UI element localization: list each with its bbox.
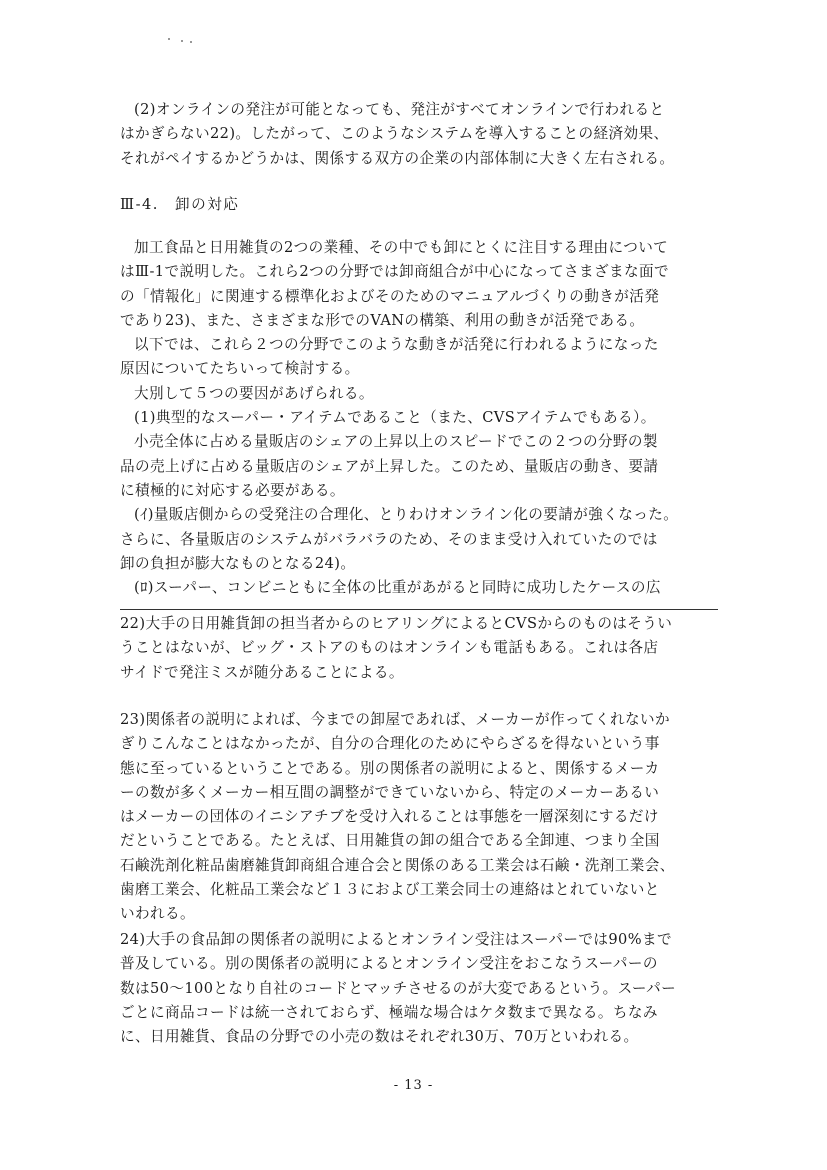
body-text — [120, 236, 725, 600]
text-line: 以下では、これら２つの分野でこのような動きが活発に行われるようになった — [134, 336, 659, 354]
text-line: (ｲ)量販店側からの受発注の合理化、とりわけオンライン化の要請が強くなった。 — [134, 506, 679, 524]
text-line: 小売全体に占める量販店のシェアの上昇以上のスピードでこの２つの分野の製 — [134, 433, 658, 451]
footnote-line: 24)大手の食品卸の関係者の説明によるとオンライン受注はスーパーでは90%まで — [120, 931, 672, 948]
scan-speck — [168, 38, 170, 40]
text-line: (ﾛ)スーパー、コンビニともに全体の比重があがると同時に成功したケースの広 — [134, 579, 661, 597]
footnote-line: 普及している。別の関係者の説明によるとオンライン受注をおこなうスーパーの — [120, 955, 658, 973]
text-line: の「情報化」に関連する標準化およびそのためのマニュアルづくりの動きが活発 — [120, 287, 660, 305]
footnote-23 — [120, 708, 725, 927]
text-line: 原因についてたちいって検討する。 — [120, 360, 360, 378]
text-line: 品の売上げに占める量販店のシェアが上昇した。このため、量販店の動き、要請 — [120, 457, 659, 475]
text-line: 卸の負担が膨大なものとなる24)。 — [120, 554, 356, 572]
footnote-line: 23)関係者の説明によれば、今までの卸屋であれば、メーカーが作ってくれないか — [120, 711, 670, 728]
section-heading: Ⅲ-4. 卸の対応 — [120, 196, 240, 213]
footnote-line: 石鹸洗剤化粧品歯磨雑貨卸商組合連合会と関係のある工業会は石鹸・洗剤工業会、 — [120, 856, 675, 874]
footnote-line: 態に至っているということである。別の関係者の説明によると、関係するメーカ — [120, 759, 660, 777]
footnote-22 — [120, 612, 725, 685]
text-line: (2)オンラインの発注が可能となっても、発注がすべてオンラインで行われると — [134, 101, 665, 118]
scan-speck — [181, 40, 183, 42]
footnote-line: サイドで発注ミスが随分あることによる。 — [120, 663, 404, 681]
footnote-line: に、日用雑貨、食品の分野での小売の数はそれぞれ30万、70万といわれる。 — [120, 1028, 639, 1046]
footnote-line: ごとに商品コードは統一されておらず、極端な場合はケタ数まで異なる。ちなみ — [120, 1003, 658, 1021]
text-line: に積極的に対応する必要がある。 — [120, 481, 345, 499]
page-number: - 13 - — [393, 1078, 434, 1093]
footnote-line: はメーカーの団体のイニシアチブを受け入れることは事態を一層深刻にするだけ — [120, 808, 659, 826]
text-line: (1)典型的なスーパー・アイテムであること（また、CVSアイテムでもある）。 — [134, 409, 656, 427]
text-line: であり23)、また、さまざまな形でのVANの構築、利用の動きが活発である。 — [120, 311, 645, 329]
footnote-line: ーの数が多くメーカー相互間の調整ができていないから、特定のメーカーあるい — [120, 783, 660, 801]
text-line: 大別して５つの要因があげられる。 — [134, 384, 374, 402]
footnote-line: 歯磨工業会、化粧品工業会など１３におよび工業会同士の連絡はとれていないと — [120, 881, 660, 899]
footnote-24 — [120, 928, 725, 1049]
text-line: それがペイするかどうかは、関係する双方の企業の内部体制に大きく左右される。 — [120, 149, 675, 167]
intro-paragraph — [120, 98, 725, 171]
text-line: はⅢ-1で説明した。これら2つの分野では卸商組合が中心になってさまざまな面で — [120, 263, 669, 281]
footnote-divider — [120, 609, 718, 610]
text-line: はかぎらない22)。したがって、このようなシステムを導入することの経済効果、 — [120, 125, 669, 143]
text-line: さらに、各量販店のシステムがバラバラのため、そのまま受け入れていたのでは — [120, 530, 658, 548]
footnote-line: いわれる。 — [120, 905, 195, 923]
footnote-line: 22)大手の日用雑貨卸の担当者からのヒアリングによるとCVSからのものはそうい — [120, 615, 673, 632]
text-line: 加工食品と日用雑貨の2つの業種、その中でも卸にとくに注目する理由について — [134, 239, 669, 256]
footnote-line: うことはないが、ビッグ・ストアのものはオンラインも電話もある。これは各店 — [120, 639, 659, 657]
footnote-line: ぎりこんなことはなかったが、自分の合理化のためにやらざるを得ないという事 — [120, 735, 660, 753]
scan-speck — [190, 41, 192, 43]
footnote-line: だということである。たとえば、日用雑貨の卸の組合である全卸連、つまり全国 — [120, 832, 660, 850]
footnote-line: 数は50～100となり自社のコードとマッチさせるのが大変であるという。スーパー — [120, 979, 677, 997]
